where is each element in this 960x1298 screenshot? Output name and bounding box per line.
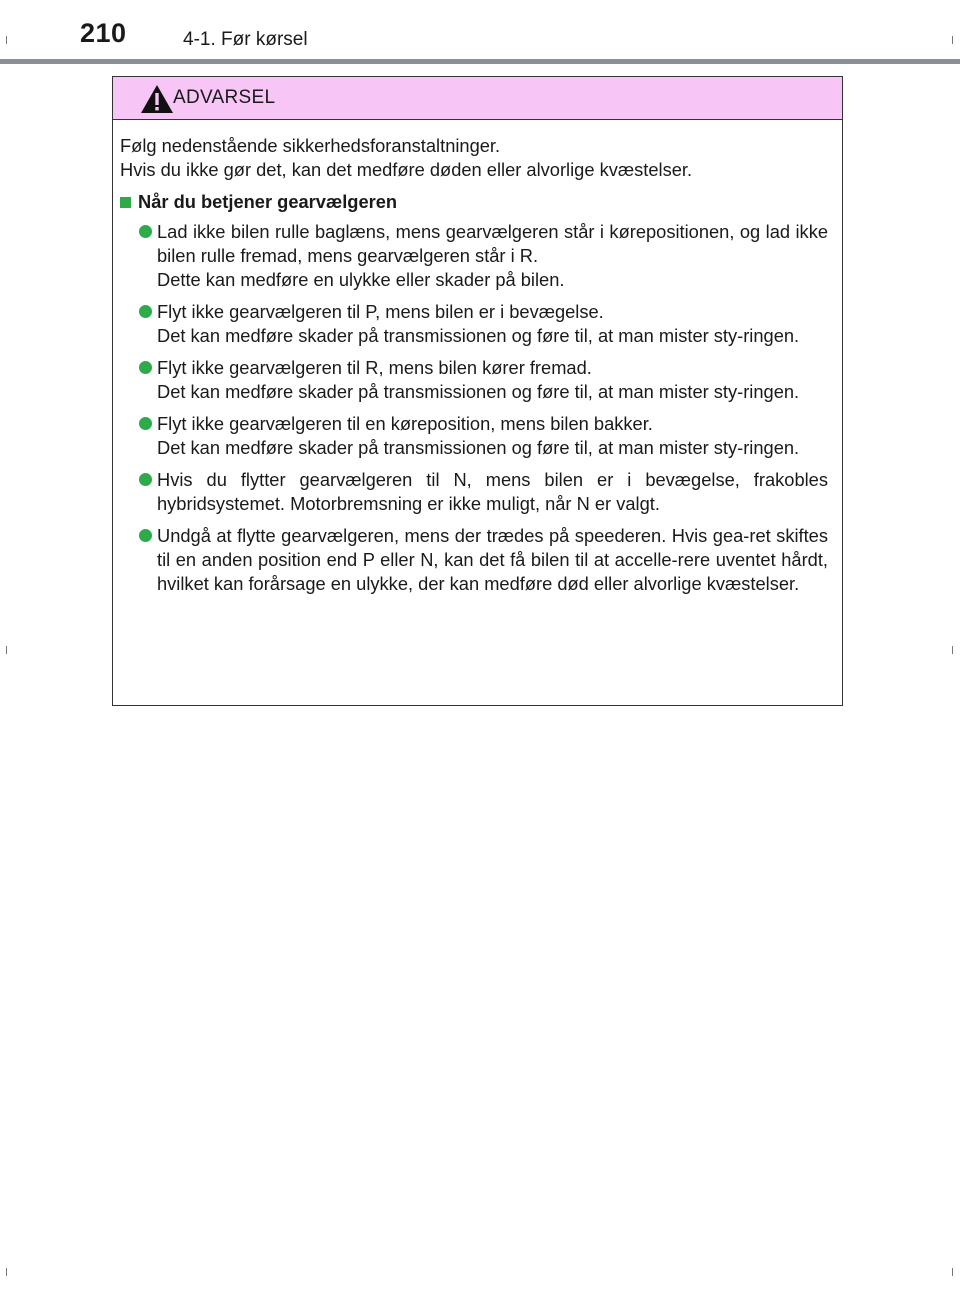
bullet-dot-icon — [139, 417, 152, 430]
warning-body — [113, 120, 842, 596]
item-main: Hvis du flytter gearvælgeren til N, mens bilen er i bevægelse, frakobles hybridsystemet. Motorbremsning er ikke muligt, når N er valgt. — [157, 469, 828, 514]
warning-box — [112, 76, 843, 706]
warning-title: ADVARSEL — [173, 87, 276, 108]
list-item — [120, 468, 828, 516]
item-main: Undgå at flytte gearvælgeren, mens der trædes på speederen. Hvis gea-ret skiftes til en anden position end P eller N, kan det få bilen til at accelle-rere uventet hårdt, hvilket kan forårsage en ulykke, der kan medføre død eller alvorlige kvæstelser. — [157, 525, 828, 594]
crop-mark — [952, 1268, 953, 1276]
crop-mark — [952, 646, 953, 654]
item-detail: Det kan medføre skader på transmissionen og føre til, at man mister sty-ringen. — [157, 381, 800, 402]
subheading — [120, 190, 828, 214]
section-title: 4-1. Før kørsel — [183, 29, 308, 50]
item-detail: Dette kan medføre en ulykke eller skader på bilen. — [157, 269, 565, 290]
subheading-text: Når du betjener gearvælgeren — [138, 191, 398, 212]
list-item — [120, 356, 828, 404]
item-main: Flyt ikke gearvælgeren til P, mens bilen er i bevægelse. — [157, 301, 604, 322]
bullet-dot-icon — [139, 305, 152, 318]
page-number: 210 — [80, 18, 127, 48]
list-item — [120, 220, 828, 292]
item-detail: Det kan medføre skader på transmissionen og føre til, at man mister sty-ringen. — [157, 437, 800, 458]
item-main: Lad ikke bilen rulle baglæns, mens gearvælgeren står i kørepositionen, og lad ikke bilen rulle fremad, mens gearvælgeren står i R. — [157, 221, 828, 266]
crop-mark — [6, 646, 7, 654]
item-detail: Det kan medføre skader på transmissionen og føre til, at man mister sty-ringen. — [157, 325, 800, 346]
square-bullet-icon — [120, 197, 131, 208]
header-rule — [0, 59, 960, 64]
warning-triangle-icon — [140, 84, 174, 114]
bullet-dot-icon — [139, 361, 152, 374]
bullet-dot-icon — [139, 529, 152, 542]
item-main: Flyt ikke gearvælgeren til en køreposition, mens bilen bakker. — [157, 413, 653, 434]
item-main: Flyt ikke gearvælgeren til R, mens bilen kører fremad. — [157, 357, 592, 378]
warning-list — [120, 220, 828, 596]
bullet-dot-icon — [139, 473, 152, 486]
warning-intro — [120, 134, 828, 182]
list-item — [120, 524, 828, 596]
intro-line: Hvis du ikke gør det, kan det medføre døden eller alvorlige kvæstelser. — [120, 159, 693, 180]
crop-mark — [6, 36, 7, 44]
bullet-dot-icon — [139, 225, 152, 238]
warning-header — [113, 77, 842, 120]
crop-mark — [6, 1268, 7, 1276]
list-item — [120, 300, 828, 348]
intro-line: Følg nedenstående sikkerhedsforanstaltninger. — [120, 135, 501, 156]
crop-mark — [952, 36, 953, 44]
list-item — [120, 412, 828, 460]
